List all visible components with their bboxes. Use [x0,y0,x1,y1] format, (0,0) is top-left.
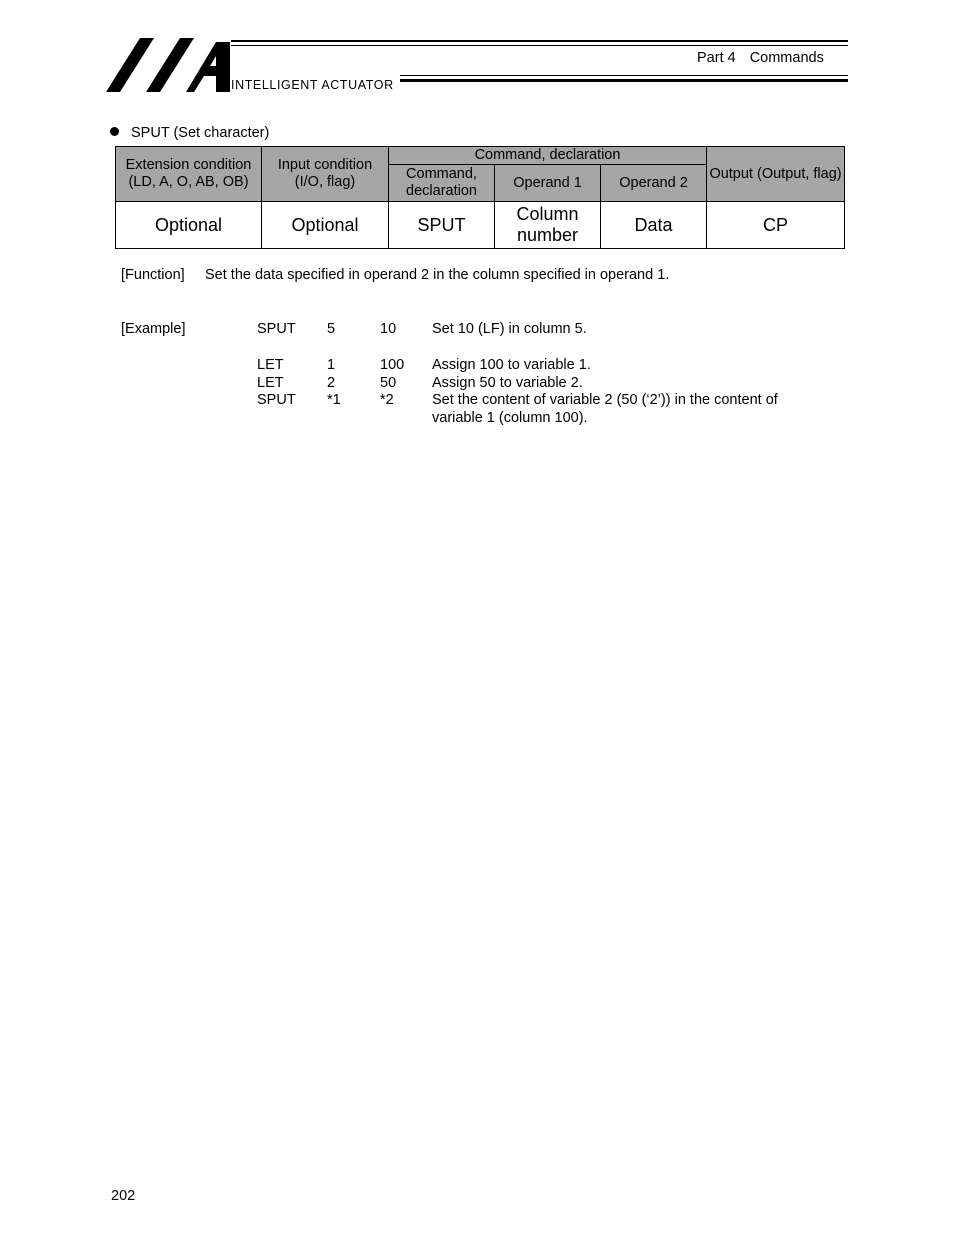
bullet-icon [110,127,119,136]
header-operand2: Operand 2 [601,165,707,202]
command-table [115,146,845,249]
value-extension-condition: Optional [116,202,262,249]
header-rule [231,45,848,46]
header-rule [400,79,848,82]
value-operand1: Column number [495,202,601,249]
header-command-group: Command, declaration [389,147,707,165]
header-rule [400,75,848,76]
example-op2: 100 [380,357,405,373]
example-op2: 10 [380,321,397,337]
part-label: Part 4 [697,50,736,66]
example-label: [Example] [121,321,186,337]
header-operand1: Operand 1 [495,165,601,202]
example-desc: Assign 100 to variable 1. [432,357,591,373]
example-desc: Set 10 (LF) in column 5. [432,321,587,337]
header-part [697,50,824,66]
header-rule [231,40,848,42]
example-cmd: SPUT [257,321,296,337]
example-op1: *1 [327,392,341,408]
header-extension-condition: Extension condition (LD, A, O, AB, OB) [116,147,262,202]
logo-subtitle: INTELLIGENT ACTUATOR [231,78,394,92]
section-label: Commands [749,50,824,66]
function-text: Set the data specified in operand 2 in the column specified in operand 1. [205,267,670,283]
iai-logo [106,38,230,92]
example-op2: 50 [380,375,397,391]
value-operand2: Data [601,202,707,249]
example-op1: 5 [327,321,336,337]
header-output: Output (Output, flag) [707,147,845,202]
example-op1: 1 [327,357,336,373]
example-op2: *2 [380,392,394,408]
section-title-text: SPUT (Set character) [131,125,270,141]
example-cmd: LET [257,375,284,391]
example-op1: 2 [327,375,336,391]
section-title [110,125,269,141]
page-number: 202 [111,1188,136,1204]
example-cmd: LET [257,357,284,373]
value-input-condition: Optional [262,202,389,249]
header-input-condition: Input condition (I/O, flag) [262,147,389,202]
example-desc: Set the content of variable 2 (50 (‘2’)) in the content of [432,392,778,408]
example-cmd: SPUT [257,392,296,408]
function-label: [Function] [121,267,185,283]
example-desc-continued: variable 1 (column 100). [432,410,588,426]
value-output: CP [707,202,845,249]
example-desc: Assign 50 to variable 2. [432,375,583,391]
header-command-declaration: Command, declaration [389,165,495,202]
value-command: SPUT [389,202,495,249]
